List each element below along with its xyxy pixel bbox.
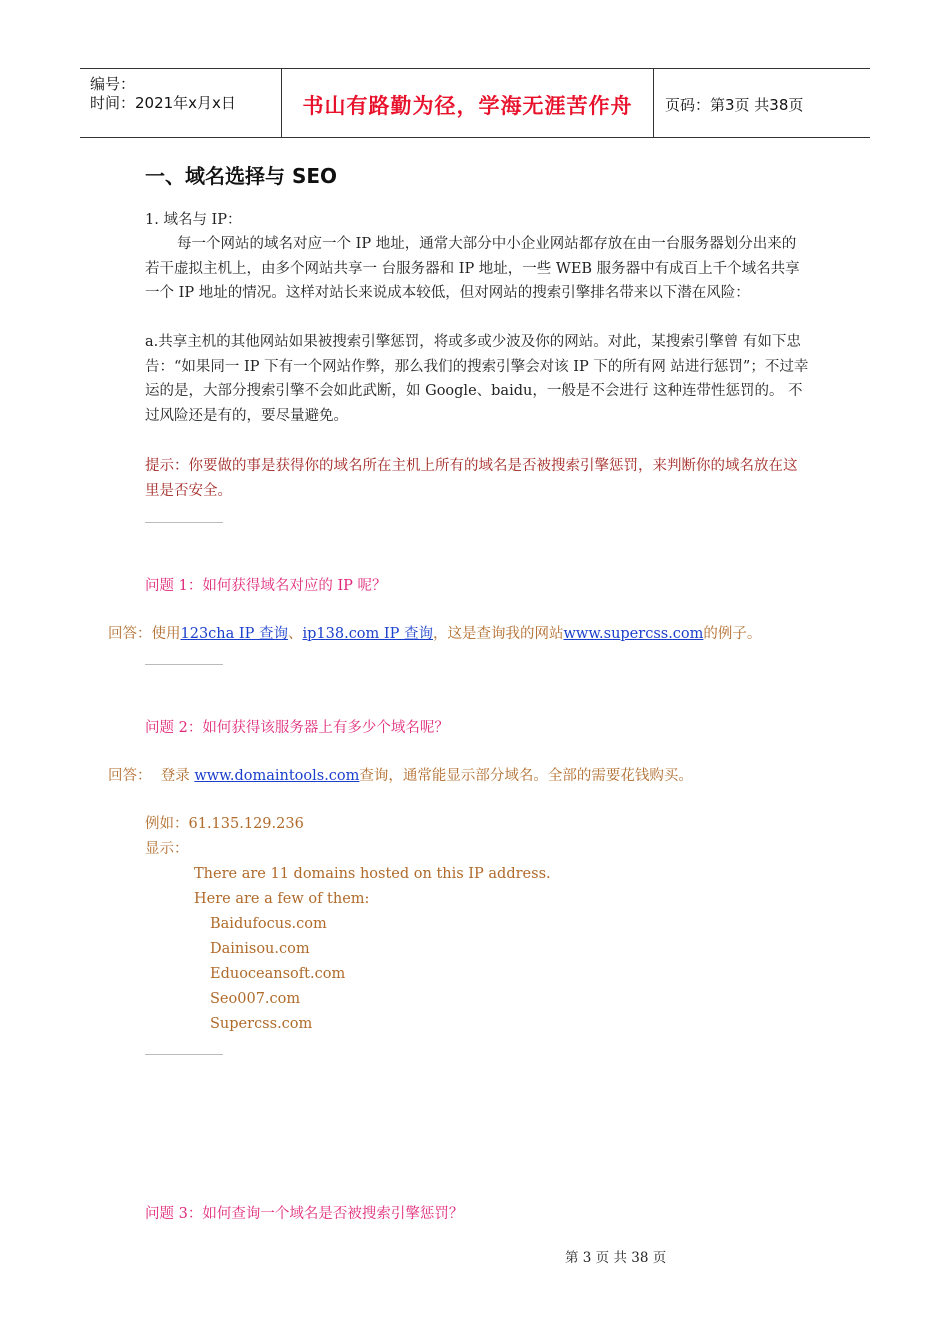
link-ip138-lookup[interactable]: ip138.com IP 查询	[302, 626, 433, 642]
domain-list-item: Baidufocus.com	[210, 916, 327, 932]
link-123cha-ip-lookup[interactable]: 123cha IP 查询	[180, 626, 288, 642]
header-meta-cell	[80, 69, 282, 137]
answer-1-prefix: 回答：使用	[108, 626, 181, 642]
time-label: 时间：2021年x月x日	[90, 94, 236, 112]
domain-list-item: Dainisou.com	[210, 941, 310, 957]
divider	[145, 522, 223, 523]
example-shown-label: 显示：	[145, 841, 189, 857]
domain-list-item: Eduoceansoft.com	[210, 966, 346, 982]
answer-1-sep: 、	[287, 626, 303, 642]
header-motto-cell	[282, 69, 654, 137]
question-3: 问题 3：如何查询一个域名是否被搜索引擎惩罚？	[145, 1206, 464, 1222]
question-1: 问题 1：如何获得域名对应的 IP 呢？	[145, 578, 387, 594]
section-title: 一、域名选择与 SEO	[145, 164, 338, 188]
page-label: 页码：第3页 共38页	[665, 96, 804, 114]
subsection-heading: 1. 域名与 IP：	[145, 212, 242, 228]
answer-2	[108, 764, 693, 785]
paragraph-intro: 每一个网站的域名对应一个 IP 地址，通常大部分中小企业网站都存放在由一台服务器划分出来的若干虚拟主机上，由多个网站共享一 台服务器和 IP 地址，一些 WEB 服务器中有成百上千个域名共享一个 IP 地址的情况。这样对站长来说成本较低，但对网站的搜索引擎排名带来以下潜在风险：	[145, 236, 800, 301]
answer-2-suffix: 查询，通常能显示部分域名。全部的需要花钱购买。	[359, 768, 693, 784]
document-header	[80, 68, 870, 138]
tip-paragraph: 提示：你要做的事是获得你的域名所在主机上所有的域名是否被搜索引擎惩罚，来判断你的域名放在这里是否安全。	[145, 458, 798, 499]
link-domaintools[interactable]: www.domaintools.com	[194, 768, 360, 784]
answer-2-prefix: 回答： 登录	[108, 768, 195, 784]
answer-1-suffix: 的例子。	[703, 626, 762, 642]
motto: 书山有路勤为径，学海无涯苦作舟	[302, 94, 633, 118]
example-ip: 例如：61.135.129.236	[145, 816, 304, 832]
example-line-2: Here are a few of them:	[194, 891, 370, 907]
answer-1-mid: ，这是查询我的网站	[433, 626, 564, 642]
example-line-1: There are 11 domains hosted on this IP address.	[194, 866, 551, 882]
link-supercss[interactable]: www.supercss.com	[563, 626, 704, 642]
domain-list-item: Supercss.com	[210, 1016, 313, 1032]
header-page-cell	[655, 69, 870, 137]
page-footer: 第 3 页 共 38 页	[565, 1250, 667, 1266]
question-2: 问题 2：如何获得该服务器上有多少个域名呢？	[145, 720, 449, 736]
divider	[145, 1054, 223, 1055]
paragraph-risk-a: a.共享主机的其他网站如果被搜索引擎惩罚，将或多或少波及你的网站。对此，某搜索引擎曾 有如下忠告：“如果同一 IP 下有一个网站作弊，那么我们的搜索引擎会对该 IP 下的所有网 站进行惩罚”；不过幸运的是，大部分搜索引擎不会如此武断，如 Google、baidu，一般是不会进行 这种连带性惩罚的。 不过风险还是有的，要尽量避免。	[145, 334, 809, 424]
divider	[145, 664, 223, 665]
answer-1	[108, 622, 761, 643]
number-label: 编号：	[90, 75, 136, 93]
domain-list-item: Seo007.com	[210, 991, 301, 1007]
